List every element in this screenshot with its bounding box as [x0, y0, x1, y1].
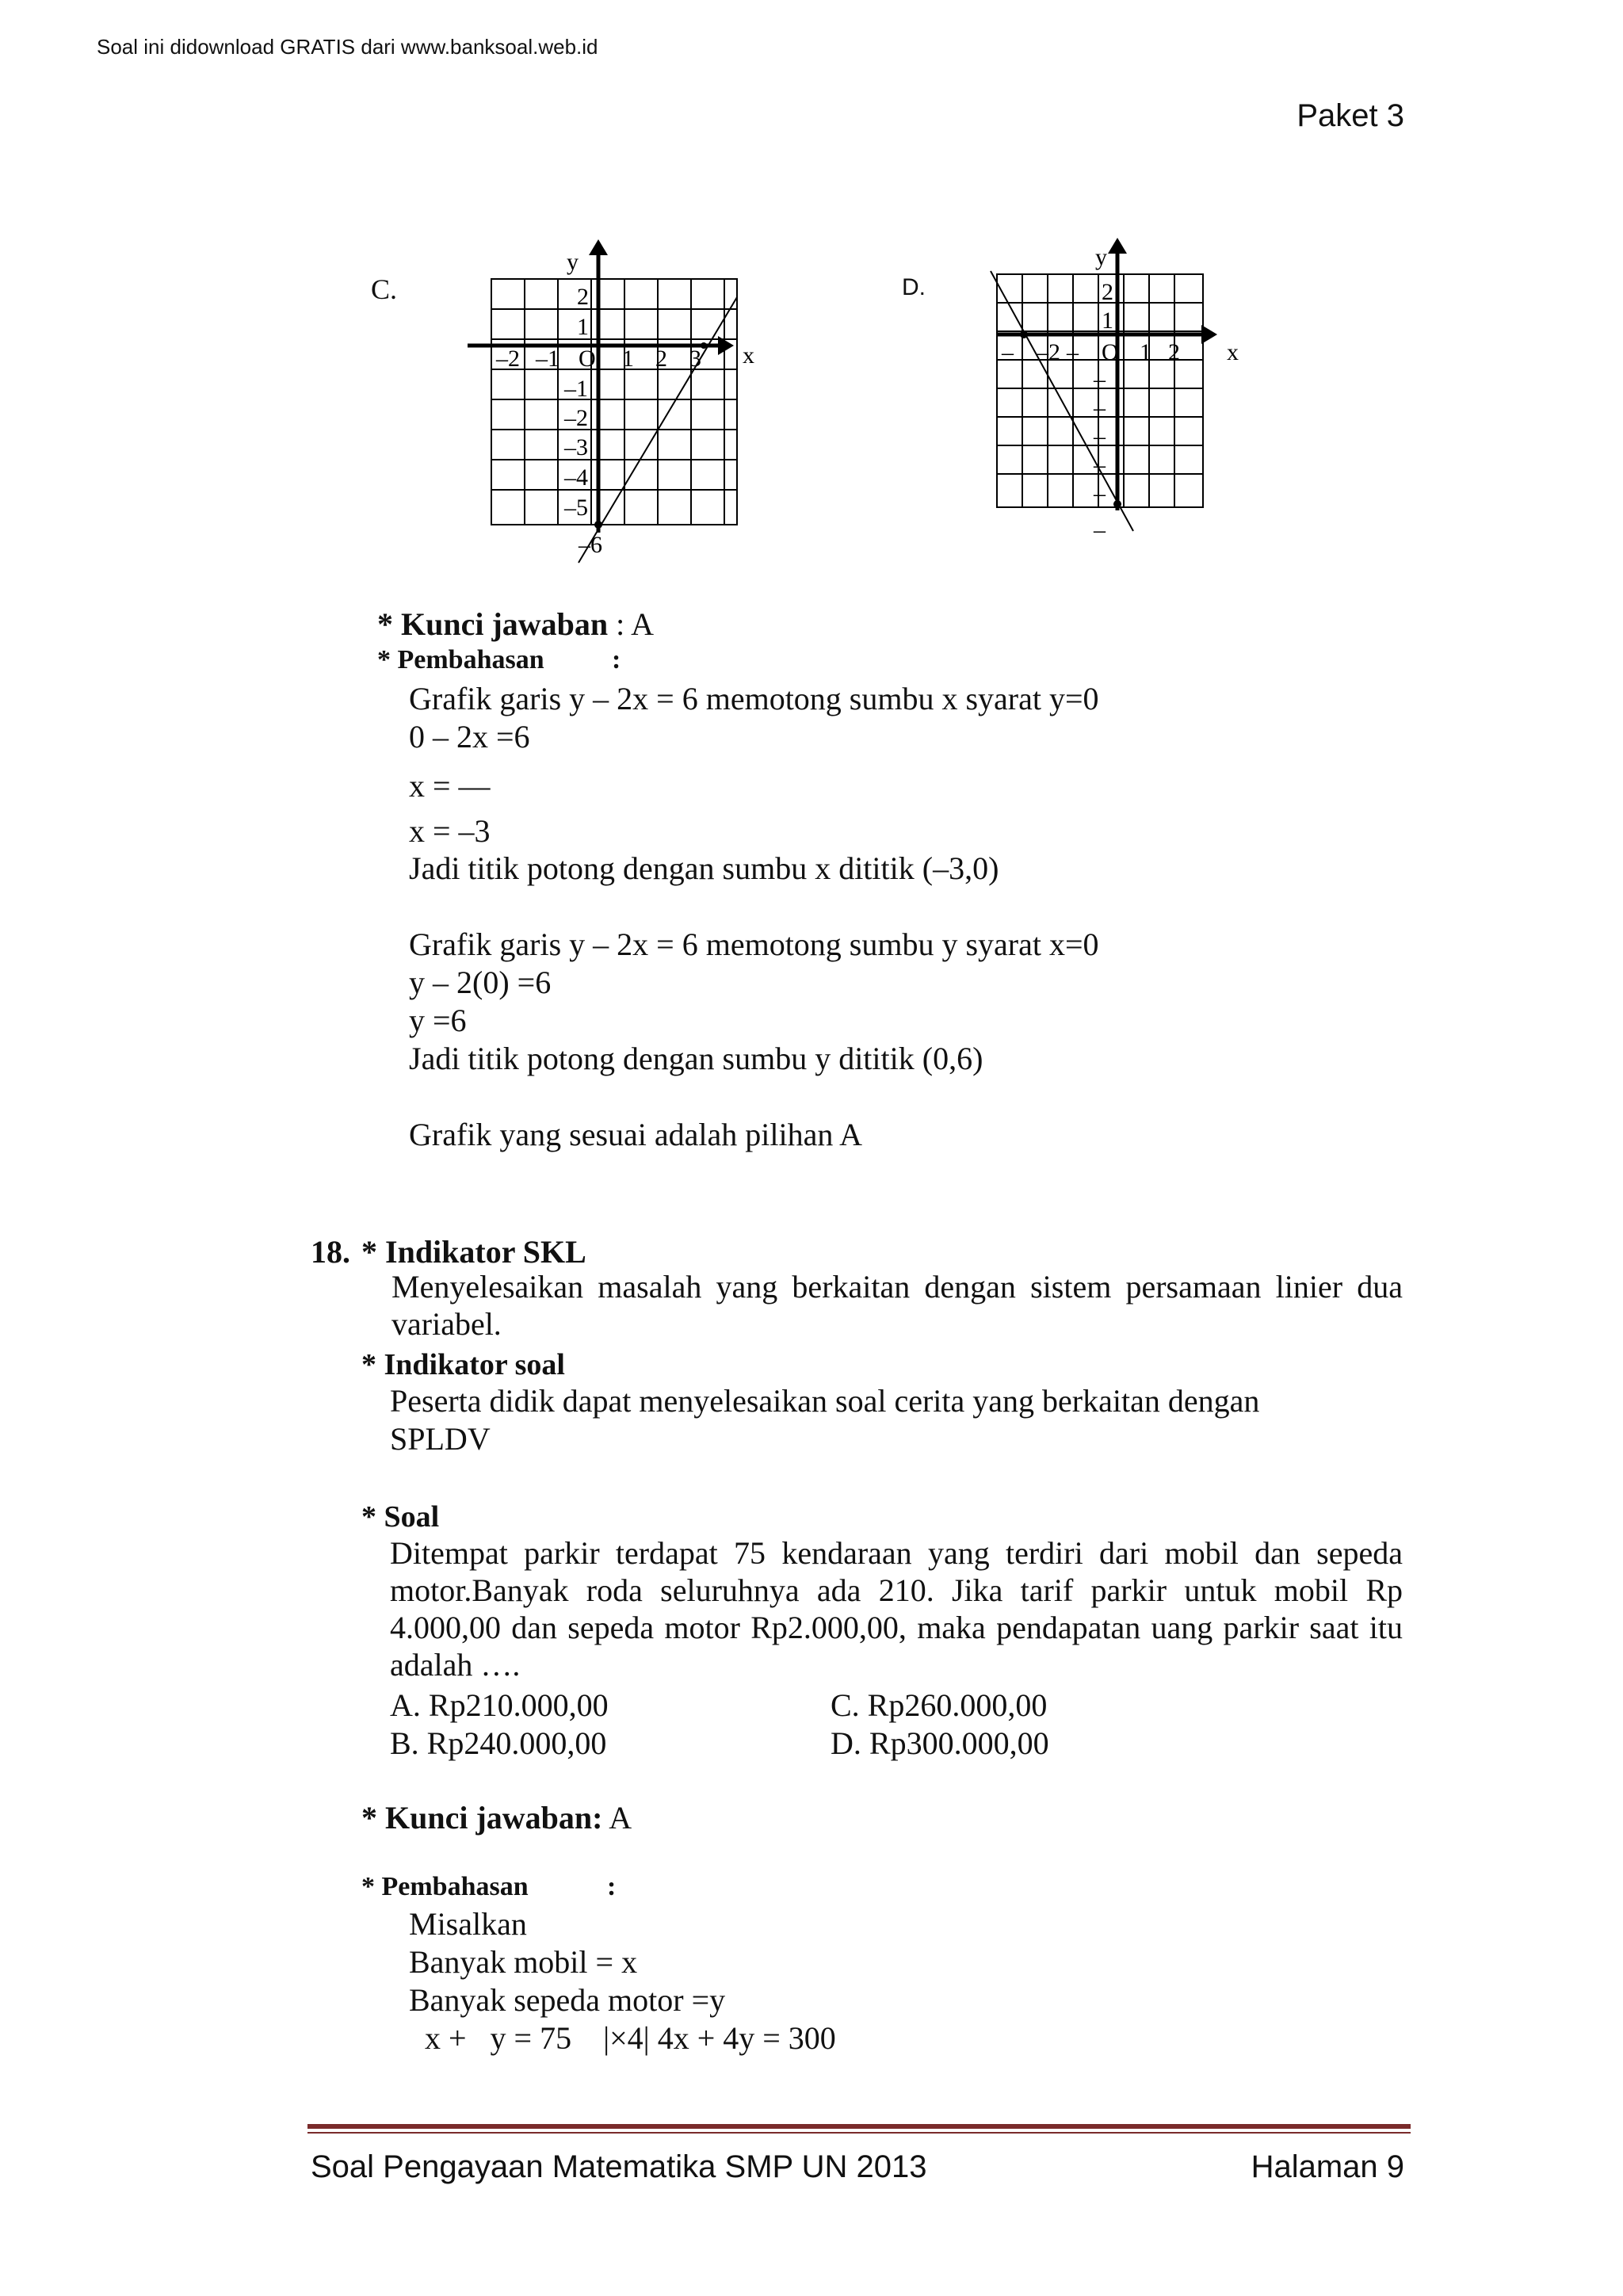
q17-kunci-jawaban: [377, 606, 654, 643]
graph-c-x-axis-label: x: [743, 342, 754, 369]
graph-d-point: [1020, 330, 1028, 338]
q17-line: Jadi titik potong dengan sumbu x dititik (–3,0): [409, 850, 999, 886]
graph-c-y-tick: –3: [564, 434, 588, 460]
q17-line: Grafik garis y – 2x = 6 memotong sumbu x syarat y=0: [409, 681, 1099, 716]
q18-kunci-label: * Kunci jawaban:: [361, 1800, 603, 1836]
graph-c-x-tick: 1: [622, 346, 634, 372]
graph-d-x-tick: –2: [1037, 339, 1060, 365]
q18-soal-indicator-label: * Indikator soal: [361, 1348, 565, 1381]
q18-line: Banyak mobil = x: [409, 1944, 638, 1980]
graph-d-y-tick: –: [1094, 452, 1106, 478]
q18-number: 18.: [311, 1234, 350, 1270]
graph-d-x-tick: –: [1067, 339, 1079, 365]
graph-c-y-tick: 1: [577, 314, 589, 340]
graph-c-x-tick: –2: [496, 346, 520, 372]
q17-kunci-label: * Kunci jawaban: [377, 606, 609, 642]
q18-line: Misalkan: [409, 1906, 527, 1942]
q18-skl-text: Menyelesaikan masalah yang berkaitan dengan sistem persamaan linier dua variabel.: [391, 1269, 1403, 1342]
q18-option-d: D. Rp300.000,00: [831, 1725, 1049, 1761]
q18-pembahasan-colon: :: [607, 1872, 617, 1901]
q17-line: x = –3: [409, 813, 491, 849]
footer-title: Soal Pengayaan Matematika SMP UN 2013: [311, 2149, 927, 2184]
graph-c-grid: [491, 279, 737, 525]
graph-d-x-tick: 1: [1140, 339, 1151, 365]
q17-line: Grafik garis y – 2x = 6 memotong sumbu y syarat x=0: [409, 926, 1099, 962]
graph-c-y-tick: 2: [577, 284, 589, 310]
graph-c-y-axis-label: y: [567, 249, 579, 275]
q18-pembahasan-label: * Pembahasan: [361, 1872, 529, 1901]
graph-d-y-axis-label: y: [1095, 244, 1107, 270]
q18-soal-indicator-line: Peserta didik dapat menyelesaikan soal cerita yang berkaitan dengan: [390, 1383, 1260, 1419]
footer-rule: [307, 2124, 1411, 2129]
graph-c-y-tick: –4: [564, 464, 588, 491]
graph-d-y-tick: –: [1094, 366, 1106, 392]
graph-d-y-tick: 2: [1102, 279, 1113, 305]
graph-c-y-tick: –5: [564, 495, 588, 521]
graph-c-y-tick: –1: [564, 376, 588, 402]
graph-d-x-axis-label: x: [1227, 339, 1239, 365]
q17-pembahasan-label: * Pembahasan: [377, 645, 544, 674]
q17-line: x = —: [409, 768, 491, 804]
graph-c-x-tick: 3: [689, 346, 701, 372]
q17-pembahasan-colon: :: [612, 645, 621, 674]
footer-page-number: Halaman 9: [1251, 2149, 1404, 2184]
q17-line: Grafik yang sesuai adalah pilihan A: [409, 1117, 863, 1152]
graph-d-x-tick: –: [1002, 339, 1014, 365]
graph-c-point: [701, 342, 707, 349]
q17-line: Jadi titik potong dengan sumbu y dititik (0,6): [409, 1041, 983, 1076]
graph-d-y-tick: 1: [1102, 308, 1113, 334]
q18-option-a: A. Rp210.000,00: [390, 1687, 609, 1723]
q18-kunci-value: A: [602, 1800, 632, 1836]
graph-c-x-tick: –1: [536, 346, 559, 372]
graph-d-option-label: D.: [902, 274, 926, 300]
graph-c-x-tick: 2: [655, 346, 667, 372]
page-paket-label: Paket 3: [1296, 98, 1404, 133]
graph-c-option-label: C.: [371, 273, 398, 305]
q18-line: x + y = 75 |×4| 4x + 4y = 300: [425, 2020, 836, 2056]
q18-option-c: C. Rp260.000,00: [831, 1687, 1048, 1723]
graph-c: [460, 238, 777, 571]
footer-rule: [307, 2132, 1411, 2134]
graph-c-y-arrow: [589, 239, 608, 255]
graph-d-y-tick: –: [1094, 395, 1106, 421]
q17-line: y =6: [409, 1003, 467, 1038]
watermark-text: Soal ini didownload GRATIS dari www.banksoal.web.id: [97, 35, 598, 59]
q17-line: 0 – 2x =6: [409, 719, 530, 755]
graph-c-y-tick: –2: [564, 405, 588, 431]
graph-d-x-tick: 2: [1168, 339, 1180, 365]
graph-d-y-tick: –: [1094, 423, 1106, 449]
graph-d: [975, 236, 1260, 553]
q18-soal-indicator-line: SPLDV: [390, 1421, 491, 1457]
q18-option-b: B. Rp240.000,00: [390, 1725, 607, 1761]
graph-d-origin-label: O: [1102, 339, 1119, 365]
graph-c-y-tick: –6: [579, 532, 602, 558]
graph-c-origin-label: O: [579, 346, 596, 372]
graph-c-point: [594, 521, 602, 529]
q18-skl-label: * Indikator SKL: [361, 1234, 586, 1270]
q18-line: Banyak sepeda motor =y: [409, 1982, 726, 2018]
graph-d-x-arrow: [1201, 325, 1217, 344]
q18-soal-text: Ditempat parkir terdapat 75 kendaraan yang terdiri dari mobil dan sepeda motor.Banyak roda seluruhnya ada 210. Jika tarif parkir untuk mobil Rp 4.000,00 dan sepeda motor Rp2.000,00, maka pendapatan uang parkir saat itu adalah ….: [390, 1535, 1403, 1683]
graph-d-point: [1113, 500, 1121, 508]
q17-line: y – 2(0) =6: [409, 965, 552, 1000]
q18-soal-label: * Soal: [361, 1500, 440, 1534]
graph-d-y-arrow: [1108, 238, 1127, 254]
q17-kunci-value: : A: [608, 606, 654, 642]
q18-kunci-jawaban: [361, 1799, 632, 1836]
graph-d-y-tick: –: [1094, 480, 1106, 506]
graph-d-y-tick: –: [1094, 517, 1106, 543]
